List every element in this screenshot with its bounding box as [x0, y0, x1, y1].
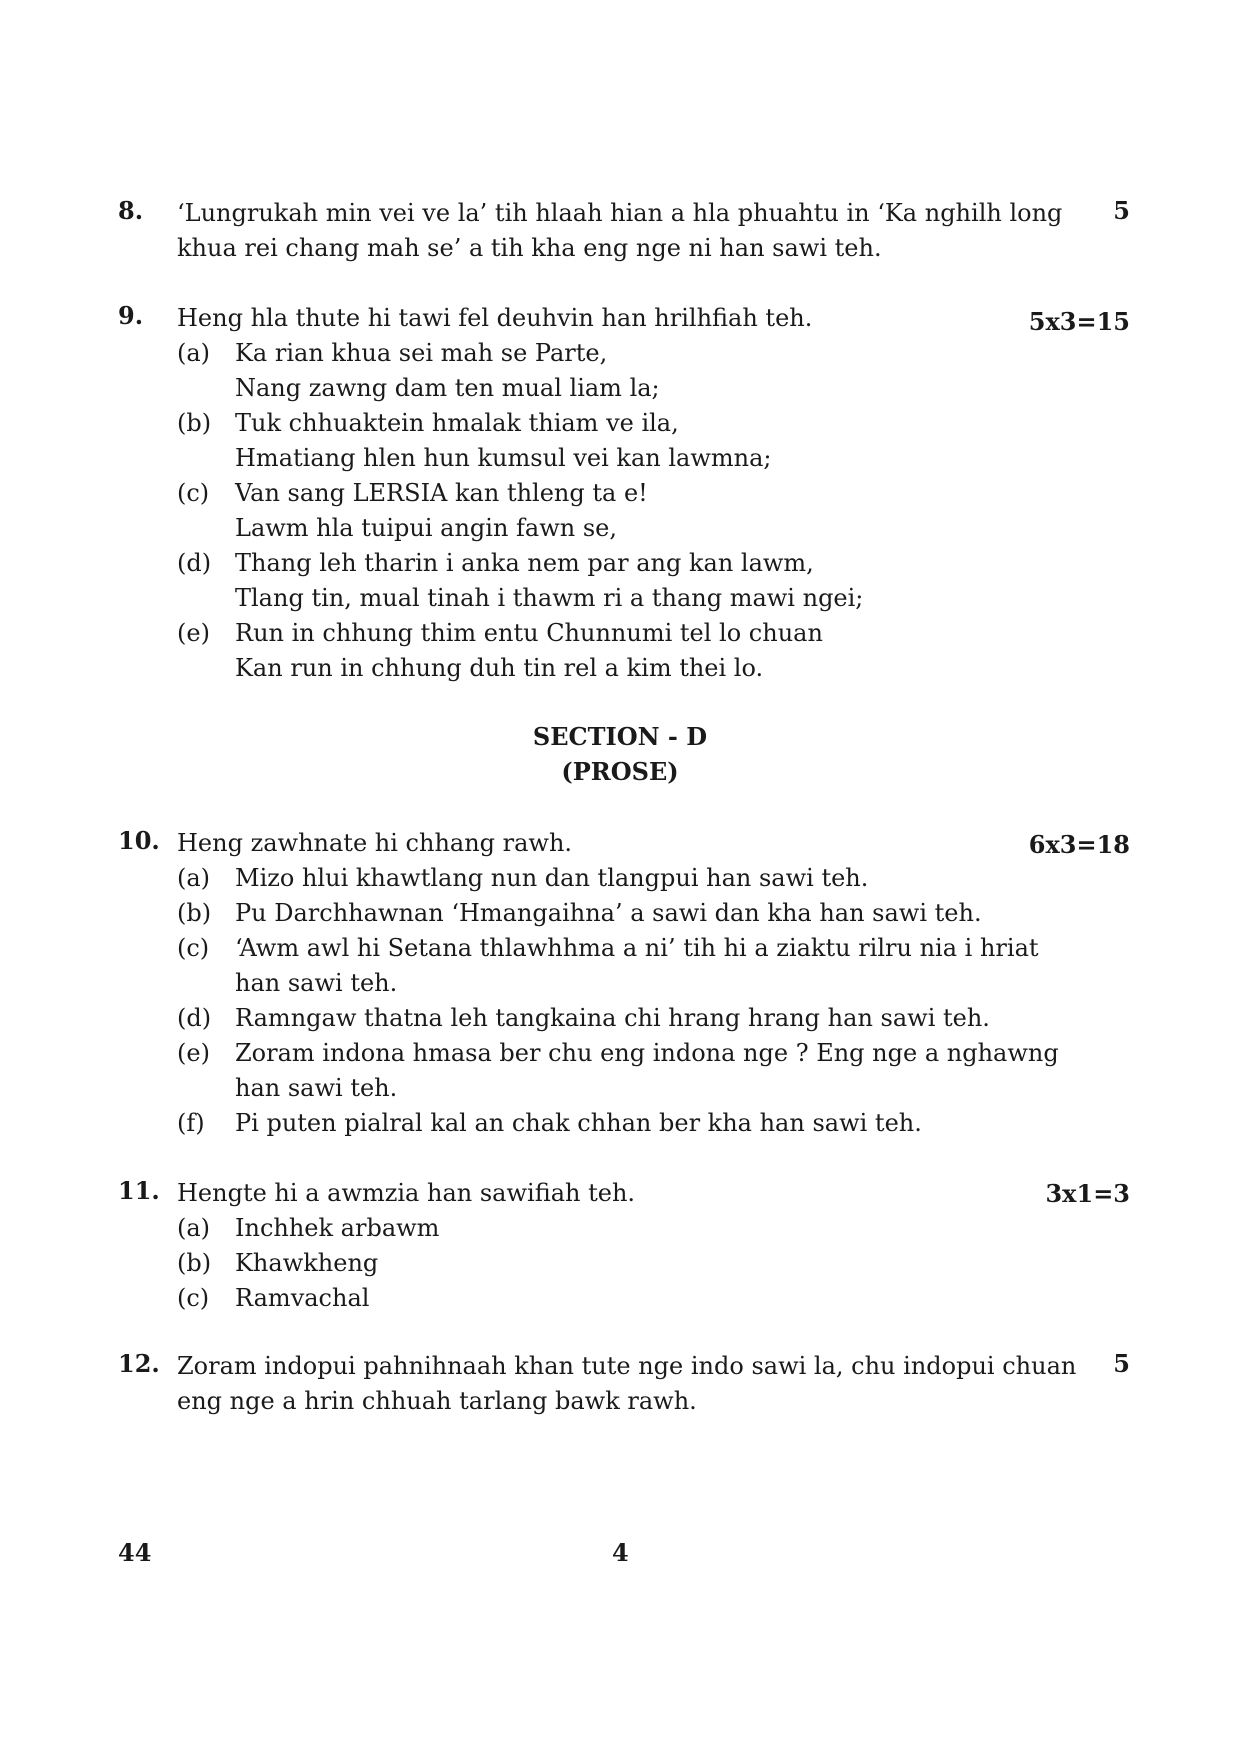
sub-item-text: Pi puten pialral kal an chak chhan ber kha han sawi teh.	[235, 1109, 922, 1137]
question-text: Zoram indopui pahnihnaah khan tute nge indo sawi la, chu indopui chuan eng nge a hrin chhuah tarlang bawk rawh.	[177, 1352, 1077, 1415]
question-text: ‘Lungrukah min vei ve la’ tih hlaah hian a hla phuahtu in ‘Ka nghilh long khua rei chang mah se’ a tih kha eng nge ni han sawi teh.	[177, 199, 1063, 262]
sub-item-text: Inchhek arbawm	[235, 1214, 440, 1242]
question-text: Heng hla thute hi tawi fel deuhvin han hrilhfiah teh.	[177, 304, 813, 332]
sub-item-text: Zoram indona hmasa ber chu eng indona nge ? Eng nge a nghawng han sawi teh.	[235, 1039, 1059, 1102]
sub-item-text: Pu Darchhawnan ‘Hmangaihna’ a sawi dan kha han sawi teh.	[235, 899, 982, 927]
question-number: 10.	[118, 826, 160, 855]
verse-line: Nang zawng dam ten mual liam la;	[235, 374, 660, 402]
question-text: Hengte hi a awmzia han sawifiah teh.	[177, 1179, 636, 1207]
question-number: 9.	[118, 301, 144, 330]
sub-item-label: (f)	[177, 1109, 205, 1137]
verse-line: Kan run in chhung duh tin rel a kim thei lo.	[235, 654, 764, 682]
question-10	[118, 826, 1130, 1146]
sub-item-text: Ramvachal	[235, 1284, 370, 1312]
sub-item-label: (c)	[177, 479, 210, 507]
sub-item-label: (a)	[177, 1214, 211, 1242]
question-11	[118, 1176, 1130, 1316]
sub-item-label: (e)	[177, 1039, 210, 1067]
page-number: 4	[612, 1538, 629, 1567]
sub-item-label: (a)	[177, 864, 211, 892]
sub-item-label: (b)	[177, 409, 212, 437]
sub-item-label: (a)	[177, 339, 211, 367]
question-text: Heng zawhnate hi chhang rawh.	[177, 829, 573, 857]
section-title: SECTION - D	[532, 722, 708, 751]
question-number: 12.	[118, 1349, 160, 1378]
sub-item-text: Ramngaw thatna leh tangkaina chi hrang hrang han sawi teh.	[235, 1004, 990, 1032]
verse-line: Ka rian khua sei mah se Parte,	[235, 339, 608, 367]
verse-line: Tlang tin, mual tinah i thawm ri a thang mawi ngei;	[235, 584, 864, 612]
verse-line: Thang leh tharin i anka nem par ang kan lawm,	[235, 549, 814, 577]
verse-line: Lawm hla tuipui angin fawn se,	[235, 514, 618, 542]
question-marks: 6x3=18	[1028, 830, 1130, 859]
sub-item-label: (b)	[177, 1249, 212, 1277]
question-number: 11.	[118, 1176, 160, 1205]
verse-line: Hmatiang hlen hun kumsul vei kan lawmna;	[235, 444, 772, 472]
verse-line: Van sang LERSIA kan thleng ta e!	[235, 479, 648, 507]
sub-item-label: (b)	[177, 899, 212, 927]
question-number: 8.	[118, 196, 144, 225]
verse-line: Tuk chhuaktein hmalak thiam ve ila,	[235, 409, 679, 437]
question-marks: 5	[1113, 196, 1130, 225]
question-marks: 5	[1113, 1349, 1130, 1378]
section-subtitle: (PROSE)	[561, 757, 679, 786]
question-9	[118, 301, 1130, 681]
question-marks: 5x3=15	[1028, 307, 1130, 336]
sub-item-label: (c)	[177, 934, 210, 962]
sub-item-text: ‘Awm awl hi Setana thlawhhma a ni’ tih hi a ziaktu rilru nia i hriat han sawi teh.	[235, 934, 1039, 997]
sub-item-label: (c)	[177, 1284, 210, 1312]
question-marks: 3x1=3	[1045, 1179, 1130, 1208]
sub-item-text: Mizo hlui khawtlang nun dan tlangpui han sawi teh.	[235, 864, 869, 892]
sub-item-text: Khawkheng	[235, 1249, 379, 1277]
sub-item-label: (d)	[177, 549, 212, 577]
verse-line: Run in chhung thim entu Chunnumi tel lo chuan	[235, 619, 823, 647]
sub-item-label: (e)	[177, 619, 210, 647]
sub-item-label: (d)	[177, 1004, 212, 1032]
paper-code: 44	[118, 1538, 152, 1567]
